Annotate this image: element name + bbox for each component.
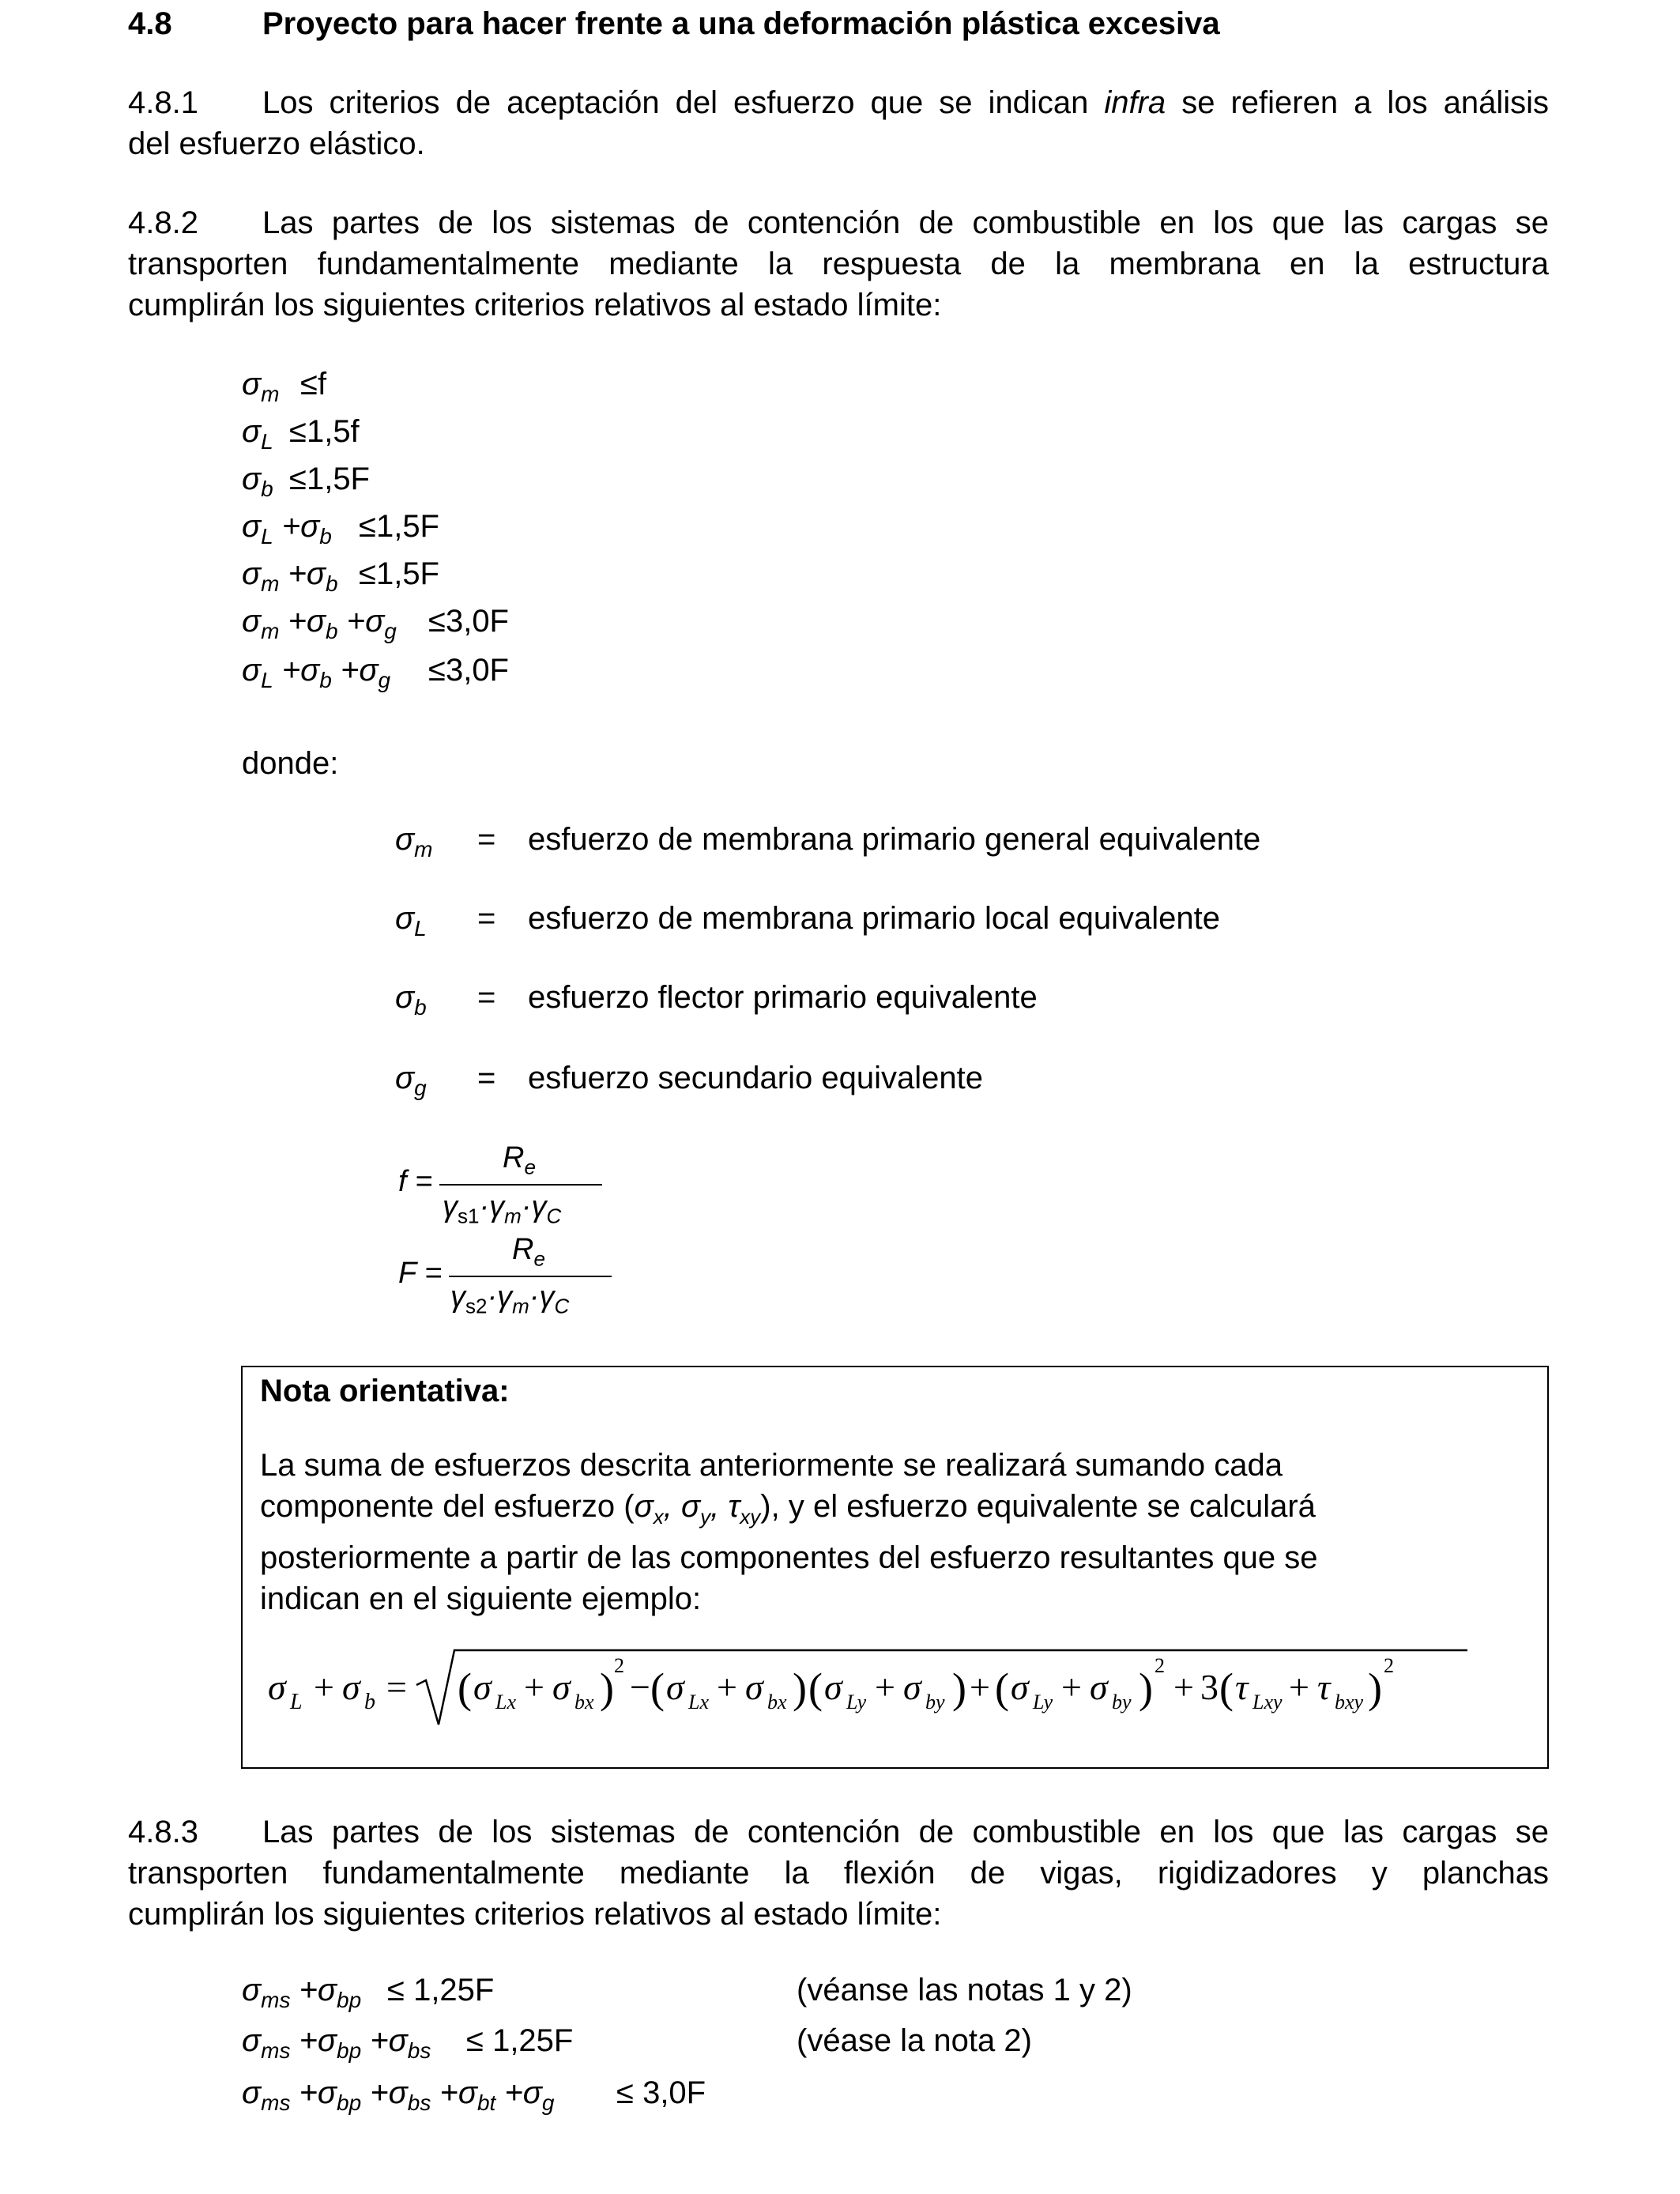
svg-text:σ: σ bbox=[903, 1667, 921, 1707]
svg-text:2: 2 bbox=[1155, 1654, 1165, 1677]
criterion-lhs: $\sigma_L +\sigma_b +\sigma_g$ bbox=[242, 653, 391, 692]
equivalent-stress-formula bbox=[258, 1636, 1539, 1739]
svg-text:Lx: Lx bbox=[688, 1691, 709, 1713]
svg-text:+: + bbox=[875, 1667, 895, 1707]
svg-text:=: = bbox=[386, 1667, 407, 1707]
criterion-rhs: ≤1,5f bbox=[289, 414, 360, 449]
svg-text:by: by bbox=[925, 1691, 945, 1713]
paragraph-line: transporten fundamentalmente mediante la respuesta de la membrana en la estructura bbox=[128, 247, 1549, 281]
formula-numerator: $R_e$ bbox=[512, 1233, 545, 1271]
criterion-lhs: $\sigma_m$ bbox=[242, 367, 280, 406]
svg-text:Lxy: Lxy bbox=[1252, 1691, 1283, 1713]
svg-text:(: ( bbox=[1219, 1664, 1234, 1712]
svg-text:σ: σ bbox=[473, 1667, 492, 1707]
svg-text:(: ( bbox=[995, 1664, 1009, 1712]
svg-text:Ly: Ly bbox=[846, 1691, 867, 1713]
svg-text:Lx: Lx bbox=[495, 1691, 516, 1713]
criterion-lhs: $\sigma_{ms} +\sigma_{bp} +\sigma_{bs} +\sigma_{bt} +\sigma_g$ bbox=[242, 2075, 555, 2115]
svg-text:): ) bbox=[600, 1664, 614, 1712]
formula-denominator: $\gamma_{s1}\cdot\gamma_m\cdot\gamma_C$ bbox=[443, 1190, 562, 1228]
svg-text:bx: bx bbox=[767, 1691, 787, 1713]
definition-equals: = bbox=[477, 1061, 496, 1095]
criterion-rhs: ≤1,5F bbox=[359, 556, 439, 591]
section-title: Proyecto para hacer frente a una deformación plástica excesiva bbox=[262, 6, 1220, 41]
svg-text:b: b bbox=[364, 1690, 375, 1714]
svg-text:σ: σ bbox=[666, 1667, 684, 1707]
criterion-lhs: $\sigma_L +\sigma_b$ bbox=[242, 509, 332, 548]
svg-text:σ: σ bbox=[824, 1667, 842, 1707]
criterion-rhs: ≤3,0F bbox=[428, 653, 509, 688]
note-line: componente del esfuerzo ($\sigma_x$, $\sigma_y$, $\tau_{xy}$), y el esfuerzo equivalente se calculará bbox=[260, 1489, 1316, 1529]
criterion-note: (véase la nota 2) bbox=[797, 2023, 1032, 2058]
criterion-rhs: ≤f bbox=[300, 367, 327, 401]
definition-equals: = bbox=[477, 901, 496, 936]
note-line: indican en el siguiente ejemplo: bbox=[260, 1581, 702, 1616]
svg-text:): ) bbox=[1368, 1664, 1382, 1712]
definition-equals: = bbox=[477, 822, 496, 857]
criterion-rhs: ≤1,5F bbox=[289, 462, 370, 496]
criterion-lhs: $\sigma_m +\sigma_b +\sigma_g$ bbox=[242, 604, 397, 643]
definition-equals: = bbox=[477, 980, 496, 1015]
svg-text:σ: σ bbox=[268, 1667, 286, 1707]
svg-text:+: + bbox=[970, 1667, 990, 1707]
svg-text:+: + bbox=[1061, 1667, 1082, 1707]
criterion-lhs: $\sigma_m +\sigma_b$ bbox=[242, 556, 338, 596]
paragraph-number: 4.8.1 bbox=[128, 85, 198, 120]
definition-text: esfuerzo flector primario equivalente bbox=[528, 980, 1038, 1015]
section-number: 4.8 bbox=[128, 6, 172, 41]
svg-text:σ: σ bbox=[1011, 1667, 1029, 1707]
formula-lhs: f = bbox=[398, 1165, 433, 1198]
criterion-lhs: $\sigma_{ms} +\sigma_{bp}$ bbox=[242, 1973, 362, 2012]
svg-text:bxy: bxy bbox=[1335, 1691, 1364, 1713]
paragraph-4-8-2 bbox=[128, 202, 1549, 326]
definition-symbol: $\sigma_L$ bbox=[395, 901, 427, 941]
definition-symbol: $\sigma_m$ bbox=[395, 822, 433, 861]
svg-text:3: 3 bbox=[1200, 1667, 1219, 1707]
formula-denominator: $\gamma_{s2}\cdot\gamma_m\cdot\gamma_C$ bbox=[450, 1280, 570, 1318]
svg-text:2: 2 bbox=[614, 1654, 624, 1677]
donde-label: donde: bbox=[242, 746, 339, 781]
paragraph-line: Las partes de los sistemas de contención de combustible en los que las cargas se bbox=[262, 205, 1549, 240]
formula-lhs: F = bbox=[398, 1257, 443, 1290]
note-line: La suma de esfuerzos descrita anteriormente se realizará sumando cada bbox=[260, 1448, 1283, 1483]
svg-text:(: ( bbox=[808, 1664, 823, 1712]
svg-text:): ) bbox=[952, 1664, 966, 1712]
svg-text:Ly: Ly bbox=[1033, 1691, 1053, 1713]
svg-text:−: − bbox=[630, 1667, 650, 1707]
svg-text:(: ( bbox=[650, 1664, 665, 1712]
definition-text: esfuerzo secundario equivalente bbox=[528, 1061, 983, 1095]
paragraph-line: cumplirán los siguientes criterios relativos al estado límite: bbox=[128, 288, 942, 322]
paragraph-4-8-3 bbox=[128, 1811, 1549, 1935]
svg-text:+: + bbox=[1173, 1667, 1194, 1707]
criterion-rhs: ≤1,5F bbox=[359, 509, 439, 544]
fraction-bar bbox=[439, 1184, 602, 1186]
note-line: posteriormente a partir de las componentes del esfuerzo resultantes que se bbox=[260, 1540, 1318, 1575]
note-body bbox=[260, 1445, 1493, 1619]
paragraph-4-8-1 bbox=[128, 82, 1549, 164]
paragraph-line: del esfuerzo elástico. bbox=[128, 126, 425, 161]
svg-text:σ: σ bbox=[552, 1667, 571, 1707]
paragraph-number: 4.8.3 bbox=[128, 1815, 198, 1849]
criterion-rhs: ≤3,0F bbox=[428, 604, 509, 639]
svg-text:bx: bx bbox=[574, 1691, 594, 1713]
svg-text:σ: σ bbox=[1090, 1667, 1108, 1707]
definition-text: esfuerzo de membrana primario general equivalente bbox=[528, 822, 1261, 857]
definition-symbol: $\sigma_b$ bbox=[395, 980, 427, 1020]
svg-text:+: + bbox=[524, 1667, 544, 1707]
paragraph-line: transporten fundamentalmente mediante la flexión de vigas, rigidizadores y planchas bbox=[128, 1856, 1549, 1891]
note-title: Nota orientativa: bbox=[260, 1374, 510, 1408]
fraction-bar bbox=[449, 1276, 612, 1277]
svg-text:+: + bbox=[717, 1667, 737, 1707]
criterion-rhs: ≤ 1,25F bbox=[387, 1973, 495, 2007]
criterion-rhs: ≤ 1,25F bbox=[466, 2023, 574, 2058]
svg-text:L: L bbox=[290, 1690, 303, 1714]
svg-text:): ) bbox=[1139, 1664, 1153, 1712]
svg-text:by: by bbox=[1112, 1691, 1132, 1713]
criterion-rhs: ≤ 3,0F bbox=[616, 2075, 706, 2110]
formula-numerator: $R_e$ bbox=[503, 1141, 536, 1179]
svg-text:2: 2 bbox=[1384, 1654, 1394, 1677]
svg-text:+: + bbox=[1289, 1667, 1309, 1707]
svg-text:(: ( bbox=[458, 1664, 472, 1712]
paragraph-line: Los criterios de aceptación del esfuerzo que se indican infra se refieren a los análisis bbox=[262, 85, 1550, 120]
svg-text:τ: τ bbox=[1235, 1667, 1249, 1707]
guidance-note-box bbox=[241, 1366, 1549, 1769]
criterion-lhs: $\sigma_{ms} +\sigma_{bp} +\sigma_{bs}$ bbox=[242, 2023, 431, 2063]
svg-text:σ: σ bbox=[745, 1667, 763, 1707]
svg-text:+: + bbox=[314, 1667, 334, 1707]
svg-text:): ) bbox=[793, 1664, 807, 1712]
svg-text:τ: τ bbox=[1317, 1667, 1331, 1707]
svg-text:σ: σ bbox=[342, 1667, 360, 1707]
paragraph-number: 4.8.2 bbox=[128, 205, 198, 240]
criterion-lhs: $\sigma_L$ bbox=[242, 414, 273, 454]
definition-symbol: $\sigma_g$ bbox=[395, 1061, 427, 1100]
criterion-note: (véanse las notas 1 y 2) bbox=[797, 1973, 1132, 2007]
criterion-lhs: $\sigma_b$ bbox=[242, 462, 273, 501]
paragraph-line: cumplirán los siguientes criterios relativos al estado límite: bbox=[128, 1897, 942, 1932]
definition-text: esfuerzo de membrana primario local equivalente bbox=[528, 901, 1221, 936]
paragraph-line: Las partes de los sistemas de contención de combustible en los que las cargas se bbox=[262, 1815, 1549, 1849]
